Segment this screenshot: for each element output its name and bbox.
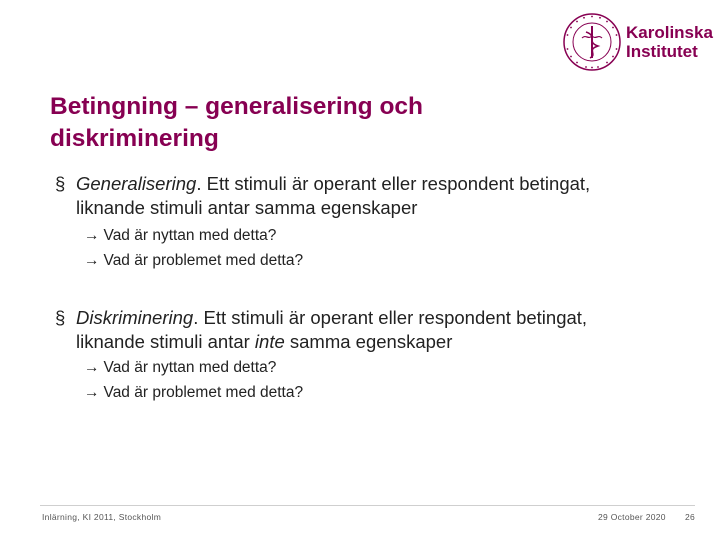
sub-item: [84, 383, 303, 403]
title-line-1: Betingning – generalisering och: [50, 93, 424, 120]
arrow-right-icon: →: [84, 252, 100, 269]
karolinska-logo: [562, 12, 712, 74]
bullet-term: Generalisering: [76, 173, 197, 194]
bullet-line-2: liknande stimuli antar samma egenskaper: [76, 197, 418, 218]
logo-wordmark: [626, 23, 713, 61]
bullet-text: . Ett stimuli är operant eller respondent betingat,: [196, 173, 591, 194]
logo-line-1: Karolinska: [626, 23, 713, 42]
bullet-line-1: [76, 306, 676, 330]
sub-item: [84, 358, 276, 378]
bullet-text: . Ett stimuli är operant eller respondent betingat,: [193, 307, 588, 328]
bullet-term: Diskriminering: [76, 307, 194, 328]
sub-item-text: Vad är problemet med detta?: [103, 384, 304, 401]
bullet-line-2: [76, 330, 676, 354]
bullet-diskriminering: [76, 306, 676, 354]
bullet-text: liknande stimuli antar: [76, 331, 255, 352]
sub-item-text: Vad är nyttan med detta?: [103, 359, 277, 376]
sub-item-text: Vad är nyttan med detta?: [103, 227, 277, 244]
footer-course: Inlärning, KI 2011, Stockholm: [42, 512, 162, 522]
bullet-line-1: [76, 172, 676, 196]
bullet-marker: §: [55, 173, 66, 194]
logo-line-2: Institutet: [626, 42, 698, 61]
sub-item: [84, 226, 276, 246]
bullet-text: samma egenskaper: [284, 331, 453, 352]
emphasis-text: inte: [254, 331, 285, 352]
bullet-generalisering: [76, 172, 676, 220]
sub-item-text: Vad är problemet med detta?: [103, 252, 304, 269]
bullet-marker: §: [55, 307, 66, 328]
arrow-right-icon: →: [84, 227, 100, 244]
sub-item: [84, 251, 303, 271]
footer-date: 29 October 2020: [598, 512, 666, 522]
arrow-right-icon: →: [84, 384, 100, 401]
arrow-right-icon: →: [84, 359, 100, 376]
slide-title: [50, 91, 610, 155]
title-line-2: diskriminering: [50, 125, 219, 152]
karolinska-seal-icon: [562, 12, 622, 72]
slide-number: 26: [685, 512, 696, 522]
footer-divider: [40, 505, 695, 506]
